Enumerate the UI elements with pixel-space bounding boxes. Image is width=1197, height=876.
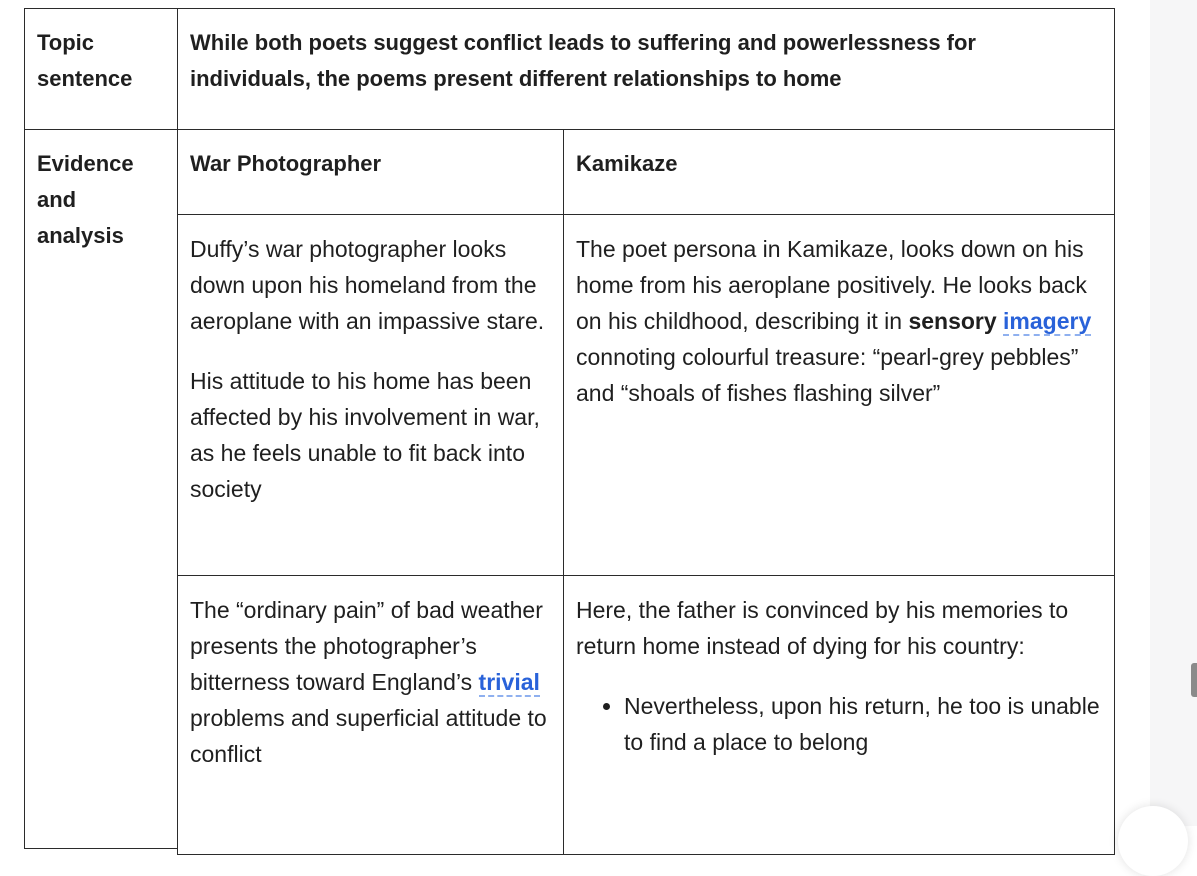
topic-label-cell: [24, 8, 178, 130]
row1-war-photographer-cell: [177, 214, 564, 576]
topic-text-cell: [177, 8, 1115, 130]
row2-war-photographer-cell: [177, 575, 564, 855]
floating-action-bubble[interactable]: [1118, 806, 1188, 876]
scrollbar-thumb[interactable]: [1191, 663, 1197, 697]
row2-col2-paragraph: Here, the father is convinced by his memories to return home instead of dying for his country:: [576, 597, 1069, 659]
topic-label: Topic sentence: [37, 30, 133, 91]
row1-col2-text-pre: The poet persona in Kamikaze, looks down on his home from his aeroplane positively. He looks back on his childhood, describing it in: [576, 236, 1087, 334]
imagery-glossary-link[interactable]: imagery: [1003, 308, 1092, 334]
row2-kamikaze-cell: [563, 575, 1115, 855]
war-photographer-header: War Photographer: [190, 151, 382, 176]
row1-col2-paragraph: [576, 231, 1102, 411]
trivial-glossary-link[interactable]: trivial: [478, 669, 540, 695]
topic-text: While both poets suggest conflict leads to suffering and powerlessness for individuals, the poems present different relationships to home: [190, 30, 976, 91]
evidence-label-cell: [24, 129, 178, 849]
row2-col2-bullet-item: • Nevertheless, upon his return, he too is unable to find a place to belong: [624, 688, 1102, 760]
kamikaze-header: Kamikaze: [576, 151, 678, 176]
row2-col1-text-post: problems and superficial attitude to conflict: [190, 705, 547, 767]
row2-col1-paragraph: [190, 592, 551, 772]
row1-col1-paragraph-1: Duffy’s war photographer looks down upon his homeland from the aeroplane with an impassive stare.: [190, 236, 545, 334]
row2-col1-text-pre: The “ordinary pain” of bad weather presents the photographer’s bitterness toward England’s: [190, 597, 543, 695]
war-photographer-header-cell: [177, 129, 564, 215]
sensory-keyword: sensory: [908, 308, 997, 334]
row1-col1-paragraph-2: His attitude to his home has been affected by his involvement in war, as he feels unable to fit back into society: [190, 368, 540, 502]
page-right-gutter: [1150, 0, 1197, 826]
kamikaze-header-cell: [563, 129, 1115, 215]
row2-col2-bullet-list: [576, 688, 1102, 760]
row1-kamikaze-cell: [563, 214, 1115, 576]
evidence-label: Evidence and analysis: [37, 151, 134, 248]
row1-col2-text-post: connoting colourful treasure: “pearl-grey pebbles” and “shoals of fishes flashing silver”: [576, 344, 1079, 406]
